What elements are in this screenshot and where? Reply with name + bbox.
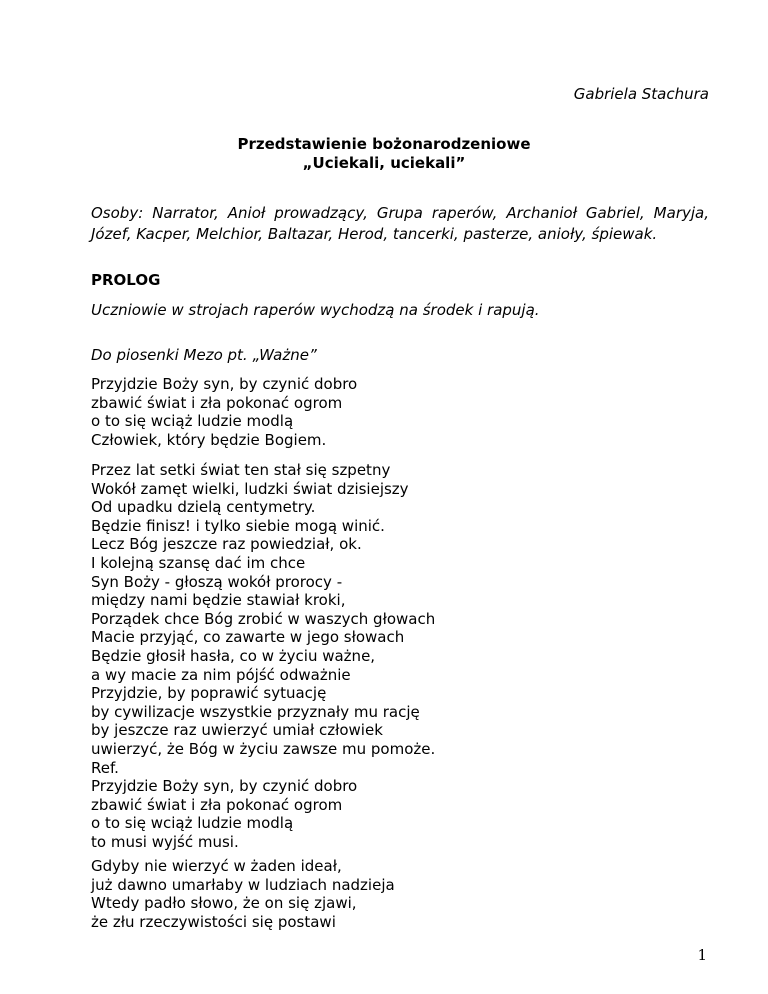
verse-line: Będzie finisz! i tylko siebie mogą winić. (91, 516, 385, 535)
verse-line: Lecz Bóg jeszcze raz powiedział, ok. (91, 535, 362, 554)
verse-line: Wtedy padło słowo, że on się zjawi, (91, 894, 357, 913)
author-name: Gabriela Stachura (573, 85, 709, 103)
prolog-heading: PROLOG (91, 271, 161, 289)
verse-line: by jeszcze raz uwierzyć umiał człowiek (91, 721, 383, 740)
stanza-2 (91, 461, 435, 851)
verse-line: to musi wyjść musi. (91, 832, 239, 851)
verse-line: Przyjdzie Boży syn, by czynić dobro (91, 375, 358, 393)
verse-line: I kolejną szansę dać im chce (91, 553, 306, 572)
verse-line: zbawić świat i zła pokonać ogrom (91, 795, 343, 814)
verse-line: Wokół zamęt wielki, ludzki świat dzisiejszy (91, 479, 409, 498)
verse-line: Syn Boży - głoszą wokół prorocy - (91, 572, 343, 591)
verse-line: Ref. (91, 758, 119, 777)
stage-direction: Uczniowie w strojach raperów wychodzą na środek i rapują. (91, 301, 540, 319)
verse-line: Gdyby nie wierzyć w żaden ideał, (91, 857, 342, 875)
title-line-2: „Uciekali, uciekali” (302, 154, 466, 172)
verse-line: Macie przyjąć, co zawarte w jego słowach (91, 628, 405, 647)
verse-line: Porządek chce Bóg zrobić w waszych głowach (91, 609, 436, 628)
verse-line: Człowiek, który będzie Bogiem. (91, 430, 327, 449)
verse-line: Przyjdzie Boży syn, by czynić dobro (91, 777, 358, 796)
stanza-3 (91, 857, 395, 931)
verse-line: Od upadku dzielą centymetry. (91, 498, 316, 517)
verse-line: że złu rzeczywistości się postawi (91, 912, 336, 931)
verse-line: między nami będzie stawiał kroki, (91, 591, 346, 610)
verse-line: zbawić świat i zła pokonać ogrom (91, 393, 343, 412)
play-title (0, 135, 768, 173)
verse-line: o to się wciąż ludzie modlą (91, 814, 294, 833)
stanza-1 (91, 375, 357, 449)
verse-line: Będzie głosił hasła, co w życiu ważne, (91, 646, 376, 665)
title-line-1: Przedstawienie bożonarodzeniowe (237, 135, 531, 153)
verse-line: Przyjdzie, by poprawić sytuację (91, 684, 327, 703)
verse-line: Przez lat setki świat ten stał się szpetny (91, 461, 391, 479)
verse-line: a wy macie za nim pójść odważnie (91, 665, 351, 684)
verse-line: by cywilizacje wszystkie przyznały mu rację (91, 702, 420, 721)
verse-line: o to się wciąż ludzie modlą (91, 412, 294, 431)
cast-list: Osoby: Narrator, Anioł prowadzący, Grupa raperów, Archanioł Gabriel, Maryja, Józef, Kacper, Melchior, Baltazar, Herod, tancerki, pasterze, anioły, śpiewak. (91, 204, 709, 243)
verse-line: już dawno umarłaby w ludziach nadzieja (91, 875, 395, 894)
verse-line: uwierzyć, że Bóg w życiu zawsze mu pomoże. (91, 739, 436, 758)
page-number: 1 (697, 946, 707, 964)
song-note: Do piosenki Mezo pt. „Ważne” (91, 346, 317, 364)
